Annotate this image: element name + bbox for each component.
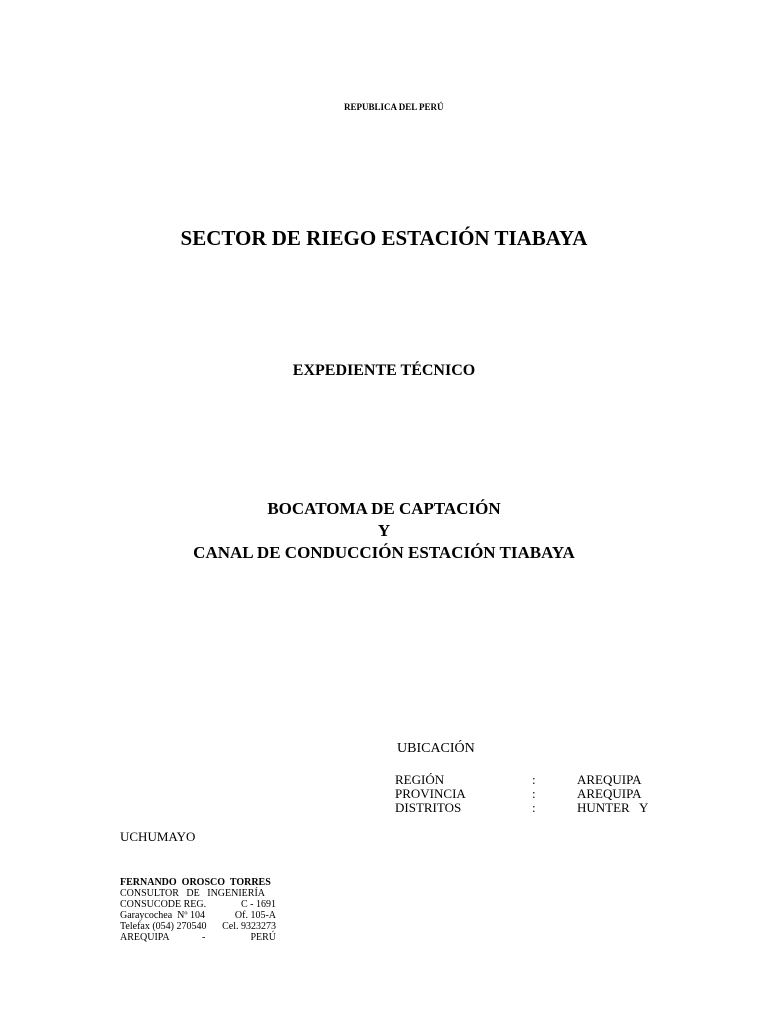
ubicacion-colon: : bbox=[532, 800, 536, 815]
title-conjunction: Y bbox=[377, 521, 391, 540]
expediente-title: EXPEDIENTE TÉCNICO bbox=[292, 362, 476, 379]
consultor-name: FERNANDO OROSCO TORRES bbox=[120, 877, 271, 888]
registry-number: C - 1691 bbox=[241, 899, 276, 910]
ubicacion-row-provincia bbox=[395, 786, 655, 800]
address-street: Garaycochea Nº 104 bbox=[120, 910, 206, 921]
ubicacion-label: REGIÓN bbox=[395, 772, 445, 787]
consultor-registry-row bbox=[120, 899, 280, 910]
sector-title: SECTOR DE RIEGO ESTACIÓN TIABAYA bbox=[180, 226, 588, 250]
consultor-title-row bbox=[120, 888, 280, 899]
address-office: Of. 105-A bbox=[234, 910, 276, 921]
ubicacion-colon: : bbox=[532, 786, 536, 801]
consultor-name-row bbox=[120, 877, 280, 888]
ubicacion-value: AREQUIPA bbox=[577, 772, 642, 787]
ubicacion-label: DISTRITOS bbox=[395, 800, 462, 815]
ubicacion-value: HUNTER Y bbox=[577, 800, 649, 815]
city: AREQUIPA bbox=[120, 932, 170, 943]
ubicacion-value: AREQUIPA bbox=[577, 786, 642, 801]
city-separator: - bbox=[202, 932, 206, 943]
registry-label: CONSUCODE REG. bbox=[120, 899, 207, 910]
consultor-phone-row bbox=[120, 921, 280, 932]
ubicacion-row-distritos bbox=[395, 800, 655, 814]
consultor-city-row bbox=[120, 932, 280, 943]
country: PERÚ bbox=[250, 932, 276, 943]
ubicacion-colon: : bbox=[532, 772, 536, 787]
consultor-block bbox=[120, 877, 280, 943]
ubicacion-row-region bbox=[395, 772, 655, 786]
consultor-title: CONSULTOR DE INGENIERÍA bbox=[120, 888, 265, 899]
republic-header: REPUBLICA DEL PERÚ bbox=[344, 102, 444, 112]
ubicacion-heading: UBICACIÓN bbox=[397, 741, 475, 756]
consultor-address-row bbox=[120, 910, 280, 921]
bocatoma-title: BOCATOMA DE CAPTACIÓN bbox=[267, 499, 501, 518]
ubicacion-label: PROVINCIA bbox=[395, 786, 466, 801]
canal-title: CANAL DE CONDUCCIÓN ESTACIÓN TIABAYA bbox=[193, 543, 575, 562]
cellphone: Cel. 9323273 bbox=[222, 921, 276, 932]
distrito-continuation: UCHUMAYO bbox=[120, 829, 196, 844]
telefax: Telefax (054) 270540 bbox=[120, 921, 207, 932]
